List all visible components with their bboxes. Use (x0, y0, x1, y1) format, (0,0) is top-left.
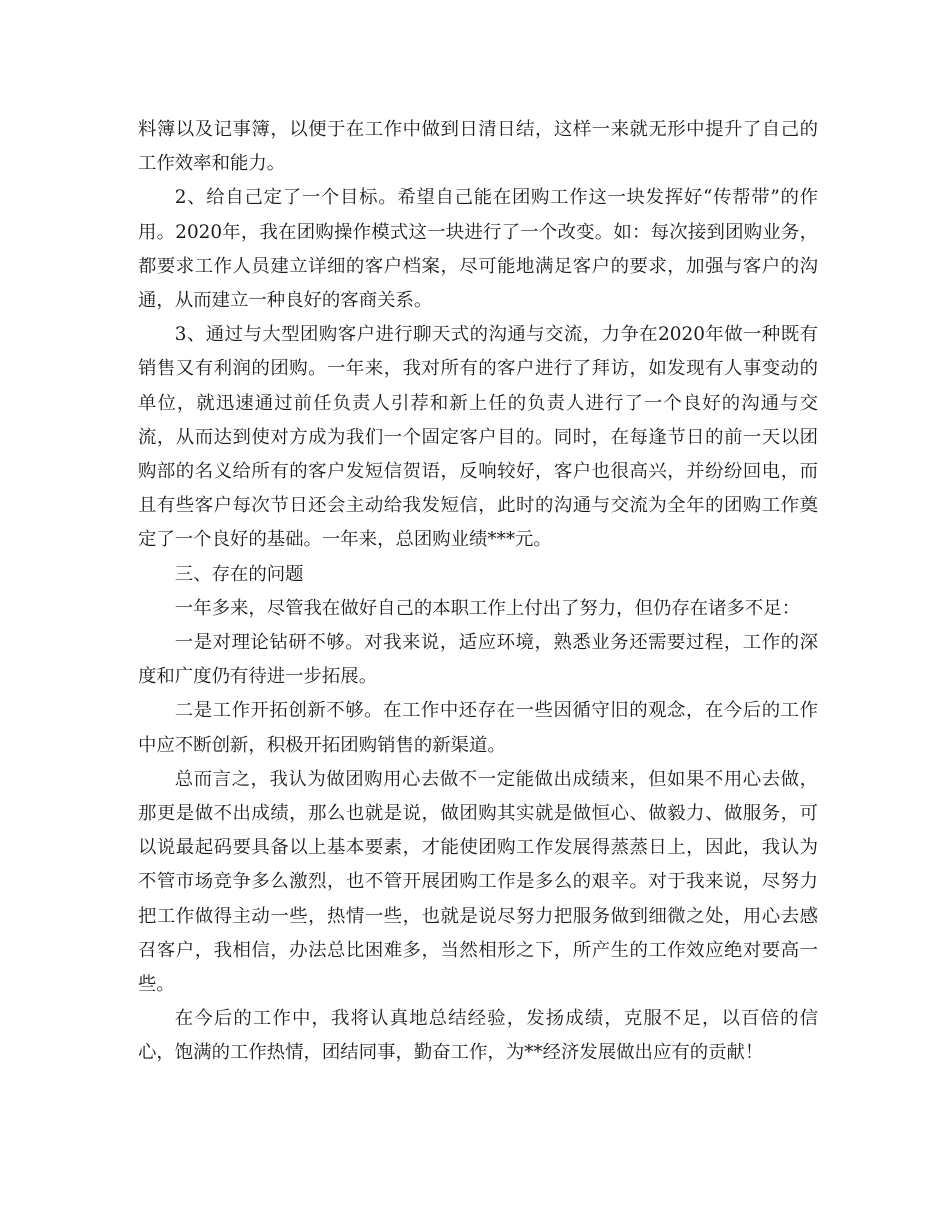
paragraph-3: 3、通过与大型团购客户进行聊天式的沟通与交流，力争在2020年做一种既有销售又有利润的团购。一年来，我对所有的客户进行了拜访，如发现有人事变动的单位，就迅速通过前任负责人引荐和新上任的负责人进行了一个良好的沟通与交流，从而达到使对方成为我们一个固定客户目的。同时，在每逢节日的前一天以团购部的名义给所有的客户发短信贺语，反响较好，客户也很高兴，并纷纷回电，而且有些客户每次节日还会主动给我发短信，此时的沟通与交流为全年的团购工作奠定了一个良好的基础。一年来，总团购业绩***元。 (138, 324, 818, 551)
paragraph-9: 在今后的工作中，我将认真地总结经验，发扬成绩，克服不足，以百倍的信心，饱满的工作热情，团结同事，勤奋工作，为**经济发展做出应有的贡献！ (138, 1008, 818, 1064)
paragraph-2: 2、给自己定了一个目标。希望自己能在团购工作这一块发挥好“传帮带”的作用。2020年，我在团购操作模式这一块进行了一个改变。如：每次接到团购业务，都要求工作人员建立详细的客户档案，尽可能地满足客户的要求，加强与客户的沟通，从而建立一种良好的客商关系。 (138, 187, 818, 312)
paragraph-7: 二是工作开拓创新不够。在工作中还存在一些因循守旧的观念，在今后的工作中应不断创新，积极开拓团购销售的新渠道。 (138, 700, 818, 756)
section-heading: 三、存在的问题 (174, 563, 304, 585)
paragraph-6: 一是对理论钻研不够。对我来说，适应环境，熟悉业务还需要过程，工作的深度和广度仍有待进一步拓展。 (138, 632, 818, 688)
paragraph-8: 总而言之，我认为做团购用心去做不一定能做出成绩来，但如果不用心去做，那更是做不出成绩，那么也就是说，做团购其实就是做恒心、做毅力、做服务，可以说最起码要具备以上基本要素，才能使团购工作发展得蒸蒸日上，因此，我认为不管市场竞争多么激烈，也不管开展团购工作是多么的艰辛。对于我来说，尽努力把工作做得主动一些，热情一些，也就是说尽努力把服务做到细微之处，用心去感召客户，我相信，办法总比困难多，当然相形之下，所产生的工作效应绝对要高一些。 (138, 768, 818, 996)
paragraph-5: 一年多来，尽管我在做好自己的本职工作上付出了努力，但仍存在诸多不足： (174, 597, 801, 619)
document-body (138, 113, 818, 1071)
paragraph-1: 料簿以及记事簿，以便于在工作中做到日清日结，这样一来就无形中提升了自己的工作效率和能力。 (138, 119, 818, 175)
